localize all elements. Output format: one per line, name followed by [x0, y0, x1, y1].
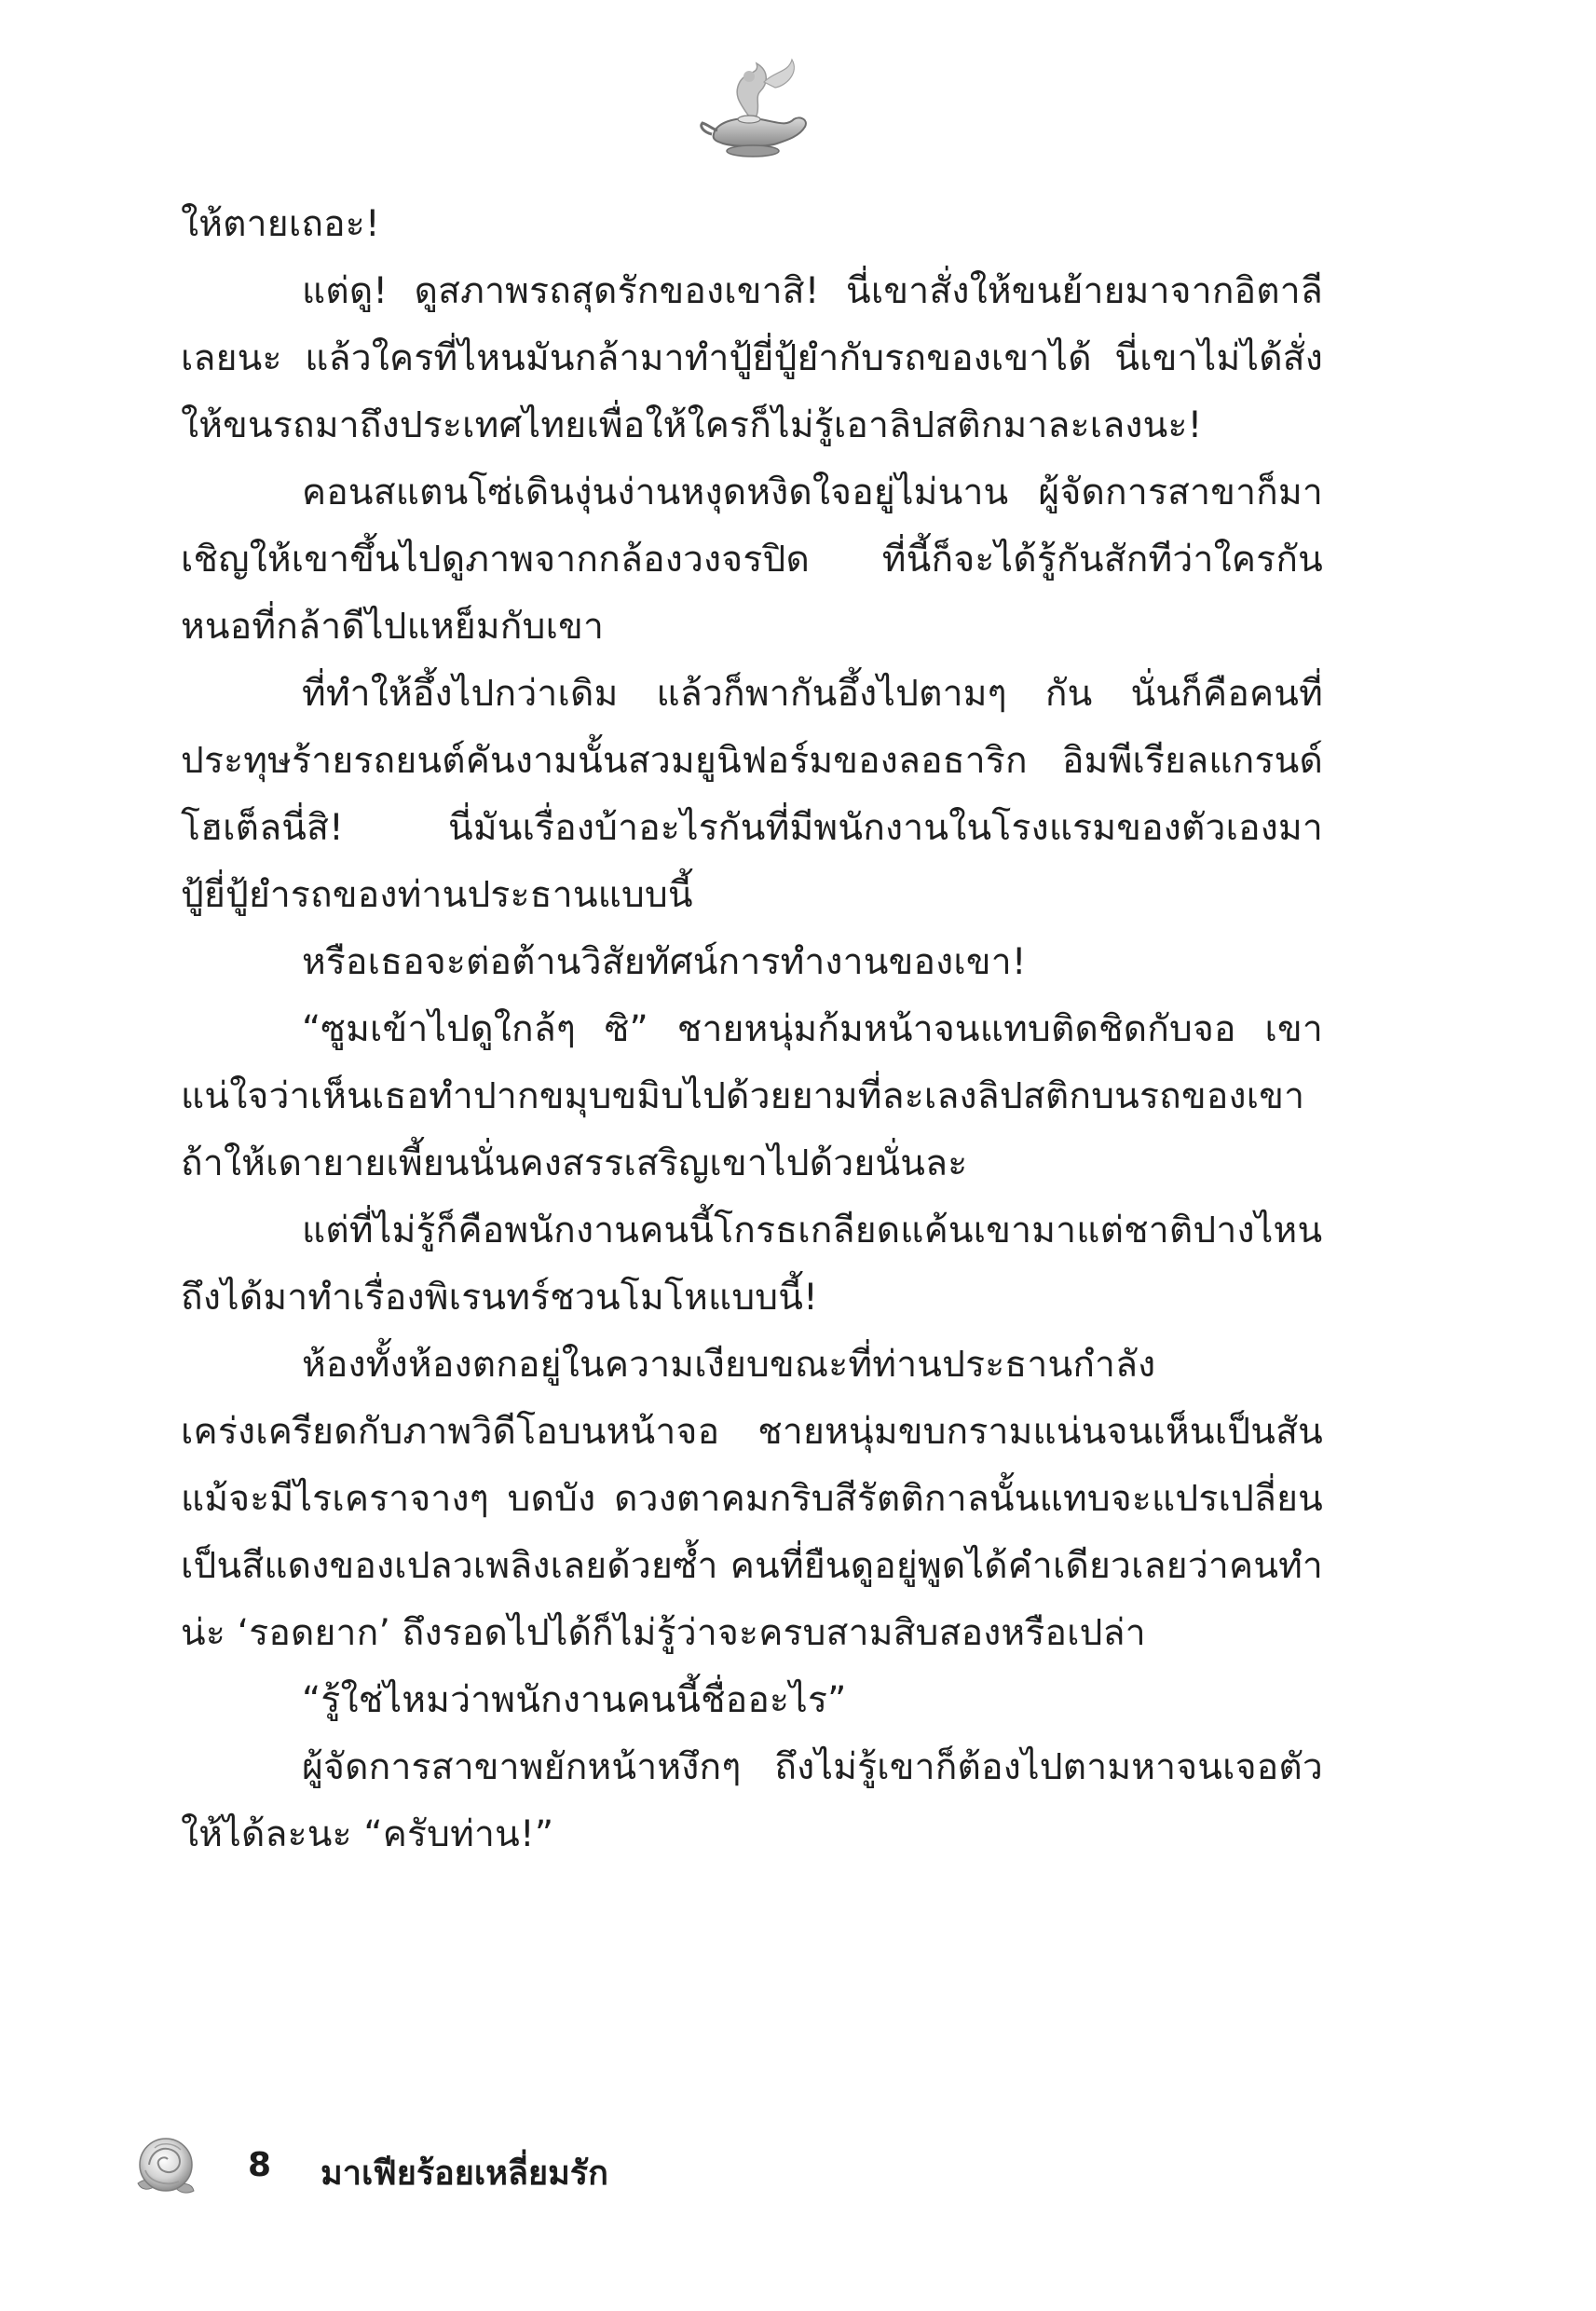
paragraph-3: คอนสแตนโซ่เดินงุ่นง่านหงุดหงิดใจอยู่ไม่นาน ผู้จัดการสาขาก็มาเชิญให้เขาขึ้นไปดูภาพจากกล้องวงจรปิด ที่นี้ก็จะได้รู้กันสักทีว่าใครกันหนอที่กล้าดีไปแหย็มกับเขา — [181, 472, 1323, 648]
paragraph-10: ผู้จัดการสาขาพยักหน้าหงึกๆ ถึงไม่รู้เขาก็ต้องไปตามหาจนเจอตัวให้ได้ละนะ “ครับท่าน!” — [181, 1746, 1323, 1855]
page-footer — [129, 2129, 967, 2232]
paragraph-6: “ซูมเข้าไปดูใกล้ๆ ซิ” ชายหนุ่มก้มหน้าจนแทบติดชิดกับจอ เขาแน่ใจว่าเห็นเธอทำปากขมุบขมิบไปด้วยยามที่ละเลงลิปสติกบนรถของเขา ถ้าให้เดายายเพี้ยนนั่นคงสรรเสริญเขาไปด้วยนั่นละ — [181, 1008, 1323, 1184]
genie-lamp-icon — [695, 54, 816, 164]
paragraph-7: แต่ที่ไม่รู้ก็คือพนักงานคนนี้โกรธเกลียดแค้นเขามาแต่ชาติปางไหนถึงได้มาทำเรื่องพิเรนทร์ชวนโมโหแบบนี้! — [181, 1210, 1323, 1319]
paragraph-2: แต่ดู! ดูสภาพรถสุดรักของเขาสิ! นี่เขาสั่งให้ขนย้ายมาจากอิตาลีเลยนะ แล้วใครที่ไหนมันกล้ามาทำปู้ยี่ปู้ยำกับรถของเขาได้ นี่เขาไม่ได้สั่งให้ขนรถมาถึงประเทศไทยเพื่อให้ใครก็ไม่รู้เอาลิปสติกมาละเลงนะ! — [181, 270, 1323, 446]
page-number: 8 — [248, 2146, 272, 2184]
rose-icon — [129, 2129, 203, 2204]
paragraph-8: ห้องทั้งห้องตกอยู่ในความเงียบขณะที่ท่านประธานกำลังเคร่งเครียดกับภาพวิดีโอบนหน้าจอ ชายหนุ่มขบกรามแน่นจนเห็นเป็นสัน แม้จะมีไรเคราจางๆ บดบัง ดวงตาคมกริบสีรัตติกาลนั้นแทบจะแปรเปลี่ยนเป็นสีแดงของเปลวเพลิงเลยด้วยซ้ำ คนที่ยืนดูอยู่พูดได้คำเดียวเลยว่าคนทำน่ะ ‘รอดยาก’ ถึงรอดไปได้ก็ไม่รู้ว่าจะครบสามสิบสองหรือเปล่า — [181, 1344, 1323, 1654]
page-body — [181, 191, 1323, 1868]
paragraph-1: ให้ตายเถอะ! — [181, 203, 380, 245]
book-title: มาเฟียร้อยเหลี่ยมรัก — [321, 2154, 608, 2193]
paragraph-4: ที่ทำให้อึ้งไปกว่าเดิม แล้วก็พากันอึ้งไปตามๆ กัน นั่นก็คือคนที่ประทุษร้ายรถยนต์คันงามนั้นสวมยูนิฟอร์มของลอธาริก อิมพีเรียลแกรนด์ โฮเต็ลนี่สิ! นี่มันเรื่องบ้าอะไรกันที่มีพนักงานในโรงแรมของตัวเองมาปู้ยี่ปู้ยำรถของท่านประธานแบบนี้ — [181, 673, 1323, 916]
paragraph-9: “รู้ใช่ไหมว่าพนักงานคนนี้ชื่ออะไร” — [302, 1679, 847, 1721]
paragraph-5: หรือเธอจะต่อต้านวิสัยทัศน์การทำงานของเขา! — [302, 941, 1027, 983]
